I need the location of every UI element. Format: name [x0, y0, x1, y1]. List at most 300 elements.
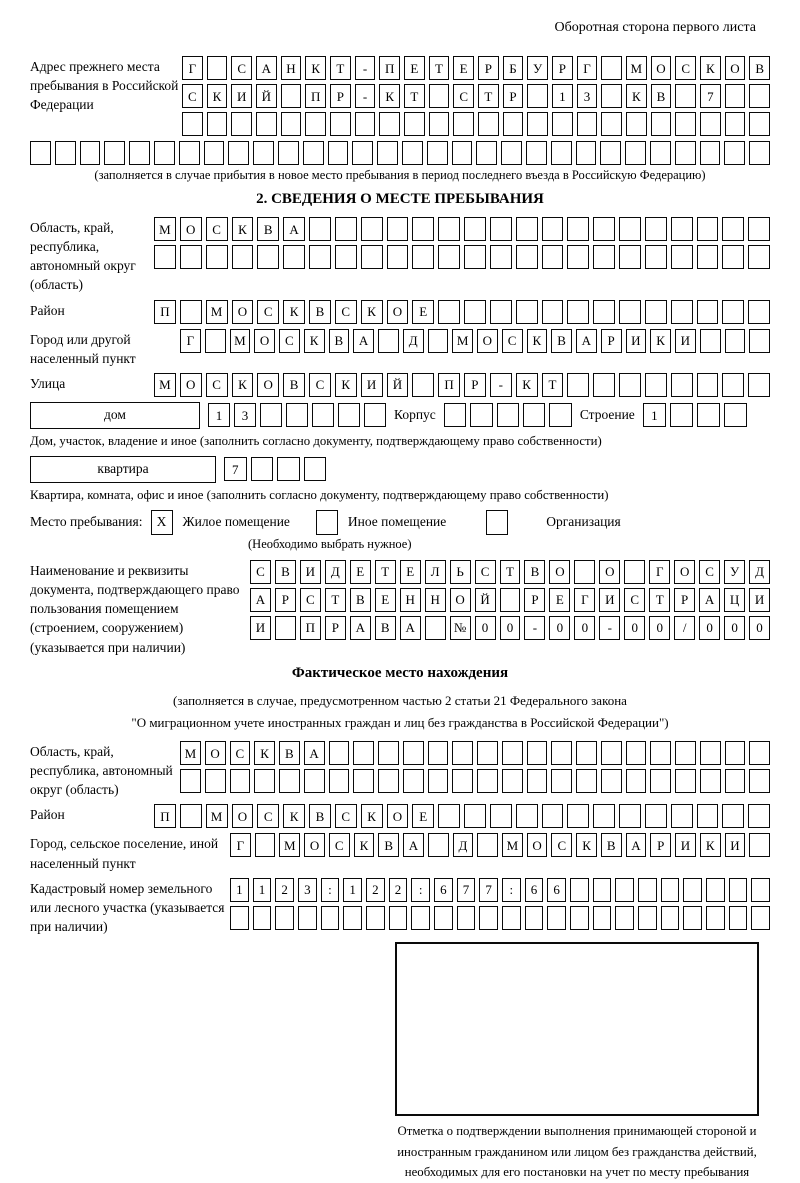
char-box	[503, 112, 524, 136]
char-box	[593, 804, 615, 828]
char-box	[335, 217, 357, 241]
char-box	[500, 588, 521, 612]
char-box: С	[257, 300, 279, 324]
char-box	[502, 769, 523, 793]
char-box-row	[250, 616, 770, 640]
char-box: У	[527, 56, 548, 80]
char-box: О	[477, 329, 498, 353]
char-box: М	[230, 329, 251, 353]
fact-gorod-row	[30, 833, 770, 872]
char-box	[502, 741, 523, 765]
char-box-row	[182, 84, 770, 108]
char-box: В	[257, 217, 279, 241]
char-box: Ь	[450, 560, 471, 584]
char-box: 0	[574, 616, 595, 640]
kvartira-field: квартира	[30, 456, 216, 483]
char-box	[353, 769, 374, 793]
char-box: О	[599, 560, 620, 584]
char-box: О	[725, 56, 746, 80]
char-box	[457, 906, 476, 930]
char-box	[593, 906, 612, 930]
char-box	[309, 217, 331, 241]
char-box	[427, 141, 448, 165]
char-box	[671, 300, 693, 324]
char-box: В	[601, 833, 622, 857]
char-box-row	[230, 878, 770, 902]
char-box	[256, 112, 277, 136]
char-box	[600, 141, 621, 165]
char-box	[312, 403, 334, 427]
char-box	[576, 769, 597, 793]
char-box	[671, 245, 693, 269]
char-box: Р	[601, 329, 622, 353]
char-box	[697, 373, 719, 397]
char-box	[624, 560, 645, 584]
char-box: 1	[208, 403, 230, 427]
char-box	[525, 906, 544, 930]
char-box: О	[387, 804, 409, 828]
char-box	[232, 245, 254, 269]
fact-raion-label: Район	[30, 807, 65, 823]
option-org-label: Организация	[546, 514, 621, 530]
char-box	[574, 560, 595, 584]
char-box	[207, 56, 228, 80]
char-box	[403, 769, 424, 793]
char-box: П	[154, 300, 176, 324]
char-box: Р	[552, 56, 573, 80]
char-box	[601, 741, 622, 765]
char-box: Й	[387, 373, 409, 397]
char-box-row	[230, 833, 770, 857]
char-box: И	[231, 84, 252, 108]
checkbox-zhiloe: X	[151, 510, 173, 535]
char-box	[615, 878, 634, 902]
char-box	[748, 245, 770, 269]
char-box	[180, 245, 202, 269]
char-box: С	[182, 84, 203, 108]
char-box	[749, 141, 770, 165]
char-box	[501, 141, 522, 165]
char-box	[129, 141, 150, 165]
char-box	[281, 84, 302, 108]
char-box: О	[549, 560, 570, 584]
char-box	[364, 403, 386, 427]
stay-type-row	[30, 510, 770, 535]
char-box	[552, 112, 573, 136]
char-box	[706, 878, 725, 902]
fact-oblast-label: Область, край, республика, автономный округ (область)	[30, 744, 173, 798]
kadastr-label: Кадастровый номер земельного или лесного участка (указывается при наличии)	[30, 880, 225, 935]
char-box: У	[724, 560, 745, 584]
char-box	[749, 84, 770, 108]
char-box	[551, 141, 572, 165]
char-box: П	[305, 84, 326, 108]
char-box: С	[624, 588, 645, 612]
char-box	[207, 112, 228, 136]
char-box	[286, 403, 308, 427]
char-box	[490, 245, 512, 269]
char-box	[570, 906, 589, 930]
char-box	[675, 741, 696, 765]
char-box: №	[450, 616, 471, 640]
char-box: :	[321, 878, 340, 902]
char-box	[180, 300, 202, 324]
char-box: Е	[549, 588, 570, 612]
char-box	[490, 300, 512, 324]
char-box	[80, 141, 101, 165]
stamp-box	[395, 942, 759, 1116]
char-box: Д	[403, 329, 424, 353]
char-box	[516, 217, 538, 241]
char-box	[329, 769, 350, 793]
char-box: И	[626, 329, 647, 353]
char-box	[619, 804, 641, 828]
char-box	[675, 84, 696, 108]
char-box: В	[329, 329, 350, 353]
char-box	[378, 741, 399, 765]
prev-address-row	[30, 56, 770, 136]
char-box	[479, 906, 498, 930]
char-box	[724, 141, 745, 165]
char-box	[228, 141, 249, 165]
char-box	[377, 141, 398, 165]
char-box: В	[375, 616, 396, 640]
char-box	[625, 141, 646, 165]
char-box	[645, 373, 667, 397]
char-box	[650, 141, 671, 165]
char-box	[593, 373, 615, 397]
char-box: О	[180, 217, 202, 241]
char-box: И	[675, 833, 696, 857]
char-box: И	[361, 373, 383, 397]
char-box	[567, 245, 589, 269]
char-box: В	[749, 56, 770, 80]
char-box: К	[361, 300, 383, 324]
char-box	[722, 804, 744, 828]
char-box	[304, 769, 325, 793]
char-box-row	[182, 112, 770, 136]
char-box	[527, 112, 548, 136]
char-box	[361, 217, 383, 241]
char-box: О	[254, 329, 275, 353]
char-box: 3	[234, 403, 256, 427]
char-box: :	[411, 878, 430, 902]
char-box	[725, 741, 746, 765]
gorod-row	[30, 329, 770, 368]
char-box	[204, 141, 225, 165]
gorod-label: Город или другой населенный пункт	[30, 331, 136, 366]
char-box	[722, 300, 744, 324]
char-box	[490, 804, 512, 828]
char-box: 2	[389, 878, 408, 902]
char-box: С	[300, 588, 321, 612]
char-box	[619, 300, 641, 324]
char-box	[154, 141, 175, 165]
char-box	[683, 878, 702, 902]
char-box: Т	[478, 84, 499, 108]
oblast-boxes	[154, 217, 770, 269]
char-box	[335, 245, 357, 269]
char-box	[206, 245, 228, 269]
char-box	[304, 457, 327, 481]
char-box	[661, 906, 680, 930]
char-box: 0	[649, 616, 670, 640]
char-box: В	[275, 560, 296, 584]
char-box	[601, 84, 622, 108]
char-box: О	[232, 300, 254, 324]
char-box	[305, 112, 326, 136]
char-box: С	[279, 329, 300, 353]
char-box: 7	[700, 84, 721, 108]
char-box	[230, 906, 249, 930]
char-box	[547, 906, 566, 930]
char-box: :	[502, 878, 521, 902]
char-box: А	[256, 56, 277, 80]
char-box	[452, 141, 473, 165]
char-box: В	[309, 300, 331, 324]
char-box: С	[551, 833, 572, 857]
char-box	[434, 906, 453, 930]
stamp-note: Отметка о подтверждении выполнения принимающей стороной и иностранным гражданином или лицом без гражданства действий, необходимых для его постановки на учет по месту пребывания	[397, 1124, 757, 1180]
char-box	[452, 769, 473, 793]
char-box	[671, 373, 693, 397]
char-box: К	[379, 84, 400, 108]
char-box: 1	[643, 403, 666, 427]
char-box	[378, 769, 399, 793]
char-box: 0	[500, 616, 521, 640]
char-box	[355, 112, 376, 136]
char-box	[551, 741, 572, 765]
char-box	[619, 217, 641, 241]
char-box: И	[675, 329, 696, 353]
char-box	[497, 403, 519, 427]
char-box: 0	[549, 616, 570, 640]
char-box: М	[154, 217, 176, 241]
char-box-row	[180, 769, 770, 793]
char-box: И	[250, 616, 271, 640]
char-box	[542, 300, 564, 324]
char-box: Р	[330, 84, 351, 108]
char-box: О	[527, 833, 548, 857]
char-box: К	[527, 329, 548, 353]
char-box: О	[205, 741, 226, 765]
char-box: К	[700, 56, 721, 80]
char-box	[576, 741, 597, 765]
char-box	[438, 804, 460, 828]
char-box: И	[599, 588, 620, 612]
char-box: 1	[343, 878, 362, 902]
doc-row	[30, 560, 770, 657]
char-box: К	[232, 217, 254, 241]
page-side-note: Оборотная сторона первого листа	[554, 20, 756, 35]
char-box: К	[305, 56, 326, 80]
char-box: О	[651, 56, 672, 80]
char-box	[464, 245, 486, 269]
char-box	[751, 878, 770, 902]
char-box	[593, 878, 612, 902]
char-box	[748, 300, 770, 324]
char-box: А	[353, 329, 374, 353]
char-box: Д	[749, 560, 770, 584]
char-box	[438, 300, 460, 324]
char-box: Е	[412, 300, 434, 324]
char-box: Б	[503, 56, 524, 80]
char-box	[490, 217, 512, 241]
char-box: М	[180, 741, 201, 765]
stamp-area	[395, 942, 759, 1182]
char-box	[645, 300, 667, 324]
char-box	[725, 769, 746, 793]
char-box	[638, 906, 657, 930]
char-box	[428, 741, 449, 765]
prev-address-note: (заполняется в случае прибытия в новое место пребывания в период последнего въезда в Российскую Федерацию)	[94, 168, 706, 182]
char-box	[502, 906, 521, 930]
char-box	[675, 769, 696, 793]
char-box	[748, 373, 770, 397]
char-box: Т	[375, 560, 396, 584]
option-inoe-label: Иное помещение	[347, 514, 447, 530]
char-box: К	[516, 373, 538, 397]
char-box	[378, 329, 399, 353]
char-box	[601, 769, 622, 793]
char-box: В	[524, 560, 545, 584]
char-box: Т	[404, 84, 425, 108]
char-box	[379, 112, 400, 136]
char-box	[429, 84, 450, 108]
char-box	[412, 245, 434, 269]
char-box	[619, 373, 641, 397]
char-box: 0	[749, 616, 770, 640]
char-box: 6	[525, 878, 544, 902]
char-box	[593, 300, 615, 324]
char-box: И	[300, 560, 321, 584]
char-box	[615, 906, 634, 930]
char-box: Р	[503, 84, 524, 108]
char-box	[549, 403, 571, 427]
char-box	[281, 112, 302, 136]
stay-type-label: Место пребывания:	[30, 514, 143, 530]
char-box: К	[626, 84, 647, 108]
char-box	[438, 245, 460, 269]
char-box	[651, 112, 672, 136]
char-box	[700, 112, 721, 136]
char-box	[402, 141, 423, 165]
char-box: С	[699, 560, 720, 584]
char-box: Е	[350, 560, 371, 584]
dom-row	[30, 402, 770, 429]
char-box: Т	[500, 560, 521, 584]
char-box: С	[231, 56, 252, 80]
char-box: -	[355, 84, 376, 108]
char-box: С	[502, 329, 523, 353]
char-box-row	[180, 329, 770, 353]
char-box	[725, 112, 746, 136]
char-box	[205, 769, 226, 793]
char-box: -	[490, 373, 512, 397]
char-box	[567, 373, 589, 397]
char-box	[729, 906, 748, 930]
char-box: П	[154, 804, 176, 828]
char-box-row	[154, 245, 770, 269]
char-box	[257, 245, 279, 269]
char-box: С	[453, 84, 474, 108]
char-box	[697, 245, 719, 269]
char-box	[593, 245, 615, 269]
char-box	[697, 804, 719, 828]
char-box	[428, 329, 449, 353]
char-box	[526, 141, 547, 165]
char-box: Л	[425, 560, 446, 584]
fact-note-1: (заполняется в случае, предусмотренном частью 2 статьи 21 Федерального закона	[173, 692, 627, 708]
char-box: Е	[375, 588, 396, 612]
char-box	[329, 741, 350, 765]
char-box: И	[749, 588, 770, 612]
char-box: Й	[256, 84, 277, 108]
char-box: 7	[457, 878, 476, 902]
kvartira-note: Квартира, комната, офис и иное (заполнить согласно документу, подтверждающему право собственности)	[30, 487, 609, 502]
char-box	[542, 245, 564, 269]
char-box	[527, 769, 548, 793]
char-box	[675, 141, 696, 165]
char-box: М	[452, 329, 473, 353]
char-box: Е	[400, 560, 421, 584]
char-box	[279, 769, 300, 793]
char-box	[283, 245, 305, 269]
char-box: К	[335, 373, 357, 397]
char-box	[516, 300, 538, 324]
char-box: К	[232, 373, 254, 397]
char-box: И	[725, 833, 746, 857]
char-box	[700, 741, 721, 765]
char-box: О	[180, 373, 202, 397]
char-box	[570, 878, 589, 902]
char-box: С	[250, 560, 271, 584]
char-box: К	[361, 804, 383, 828]
char-box: Т	[649, 588, 670, 612]
char-box	[626, 741, 647, 765]
char-box: Н	[281, 56, 302, 80]
char-box: М	[206, 300, 228, 324]
korpus-boxes	[444, 403, 572, 427]
char-box	[725, 329, 746, 353]
char-box	[516, 245, 538, 269]
char-box	[253, 906, 272, 930]
char-box: Г	[230, 833, 251, 857]
char-box: Й	[475, 588, 496, 612]
char-box	[389, 906, 408, 930]
char-box	[748, 217, 770, 241]
char-box: А	[626, 833, 647, 857]
char-box	[749, 833, 770, 857]
char-box: Т	[429, 56, 450, 80]
char-box	[104, 141, 125, 165]
char-box: 0	[699, 616, 720, 640]
kvartira-boxes	[224, 457, 326, 481]
char-box: А	[400, 616, 421, 640]
stroenie-label: Строение	[579, 407, 635, 423]
char-box	[722, 373, 744, 397]
char-box: О	[232, 804, 254, 828]
char-box: В	[350, 588, 371, 612]
char-box	[476, 141, 497, 165]
char-box: Д	[453, 833, 474, 857]
char-box: К	[283, 300, 305, 324]
char-box: А	[250, 588, 271, 612]
char-box: С	[335, 804, 357, 828]
char-box	[477, 833, 498, 857]
char-box	[361, 245, 383, 269]
char-box	[428, 833, 449, 857]
